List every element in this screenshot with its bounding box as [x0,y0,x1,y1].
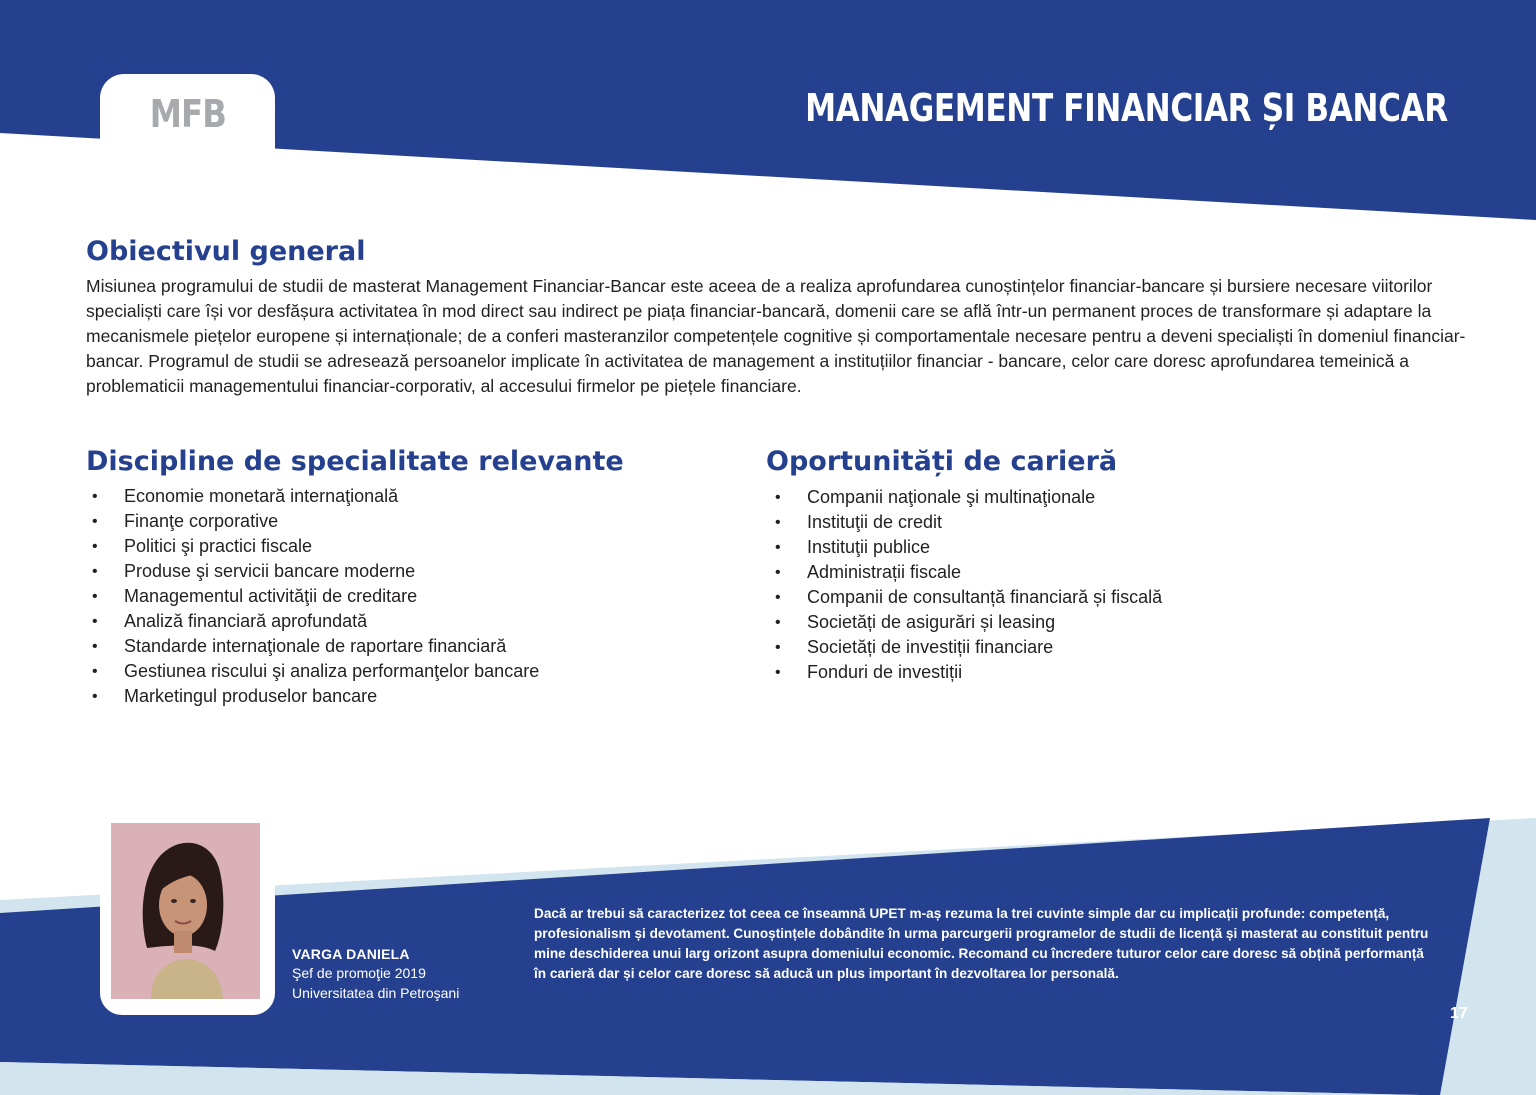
testimonial-photo-frame [100,812,275,1015]
program-code: MFB [149,92,226,136]
testimonial-role: Şef de promoţie 2019 [292,965,426,981]
program-code-tab [100,74,275,164]
page-title: MANAGEMENT FINANCIAR ȘI BANCAR [805,86,1448,130]
list-item: • Administrații fiscale [769,560,1162,585]
list-item: • Analiză financiară aprofundată [86,609,539,634]
list-item: • Economie monetară internaţională [86,484,539,509]
list-item: • Instituţii publice [769,535,1162,560]
list-item: • Societăți de investiții financiare [769,635,1162,660]
list-item: • Managementul activităţii de creditare [86,584,539,609]
list-item: • Societăți de asigurări și leasing [769,610,1162,635]
page-number: 17 [1450,1005,1468,1022]
objective-title: Obiectivul general [86,236,366,267]
list-item: • Companii de consultanță financiară și fiscală [769,585,1162,610]
testimonial-quote: Dacă ar trebui să caracterizez tot ceea ce înseamnă UPET m-aș rezuma la trei cuvinte simple dar cu implicații profunde: competență, profesionalism și devotament. Cunoștințele dobândite în urma parcurgerii programelor de studii de licență și masterat au constituit pentru mine deschiderea unui larg orizont asupra domeniului economic. Recomand cu încredere tuturor celor care doresc să obțină performanță în carieră dar și celor care doresc să aducă un plus important în dezvoltarea lor personală. [534,906,1429,981]
list-item: • Marketingul produselor bancare [86,684,539,709]
list-item: • Finanţe corporative [86,509,539,534]
testimonial-university: Universitatea din Petroşani [292,985,460,1001]
disciplines-title: Discipline de specialitate relevante [86,446,624,477]
testimonial-name: VARGA DANIELA [292,946,410,962]
list-item: • Gestiunea riscului şi analiza performanţelor bancare [86,659,539,684]
portrait-illustration [111,823,260,999]
disciplines-list [86,484,539,709]
opportunities-title: Oportunități de carieră [766,446,1118,477]
list-item: • Fonduri de investiții [769,660,1162,685]
portrait-photo [111,823,260,999]
list-item: • Standarde internaţionale de raportare financiară [86,634,539,659]
list-item: • Politici şi practici fiscale [86,534,539,559]
opportunities-list [769,485,1162,685]
objective-text: Misiunea programului de studii de masterat Management Financiar-Bancar este aceea de a realiza aprofundarea cunoștințelor financiar-bancare și bursiere necesare viitorilor specialiști care își vor desfășura activitatea în mod direct sau indirect pe piața financiar-bancară, domenii care se află într-un permanent proces de transformare și adaptare la mecanismele piețelor europene și internaționale; de a conferi masteranzilor competențele cognitive și comportamentale necesare pentru a deveni specialiști în domeniul financiar-bancar. Programul de studii se adresează persoanelor implicate în activitatea de management a instituțiilor financiar - bancare, celor care doresc aprofundarea temeinică a problematicii managementului financiar-corporativ, al accesului firmelor pe piețele financiare. [86,276,1466,396]
list-item: • Companii naţionale şi multinaţionale [769,485,1162,510]
list-item: • Produse şi servicii bancare moderne [86,559,539,584]
list-item: • Instituţii de credit [769,510,1162,535]
